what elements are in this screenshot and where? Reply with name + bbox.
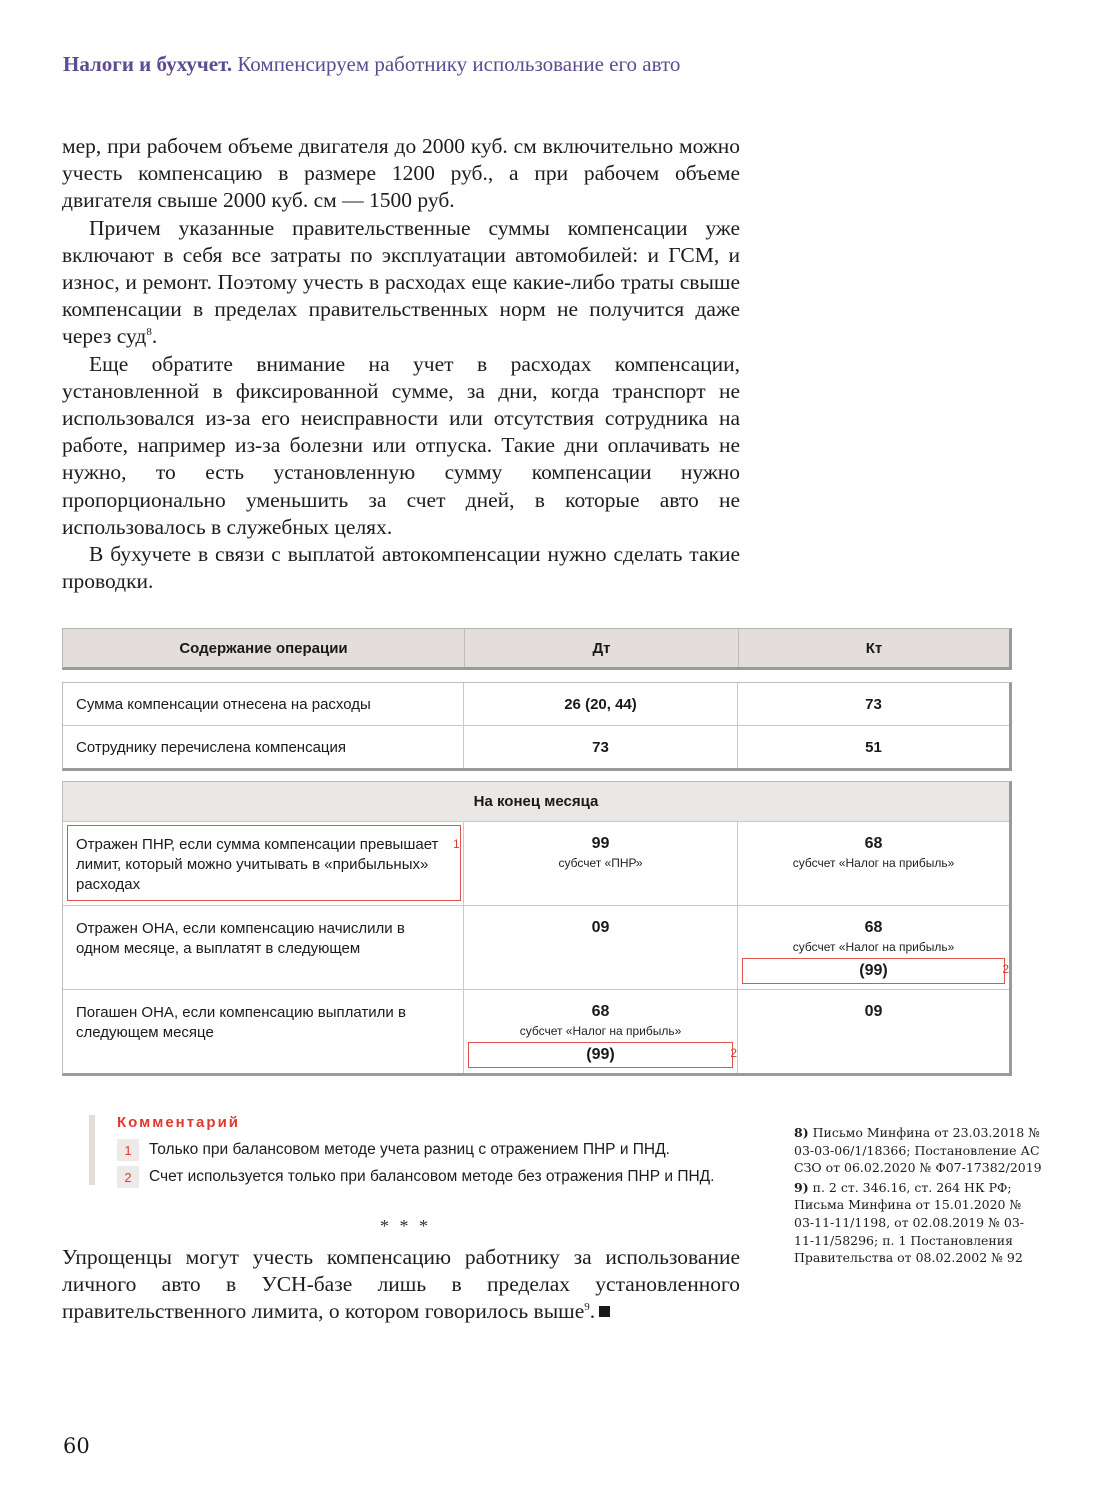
alternative-account-box [468,1042,737,1068]
credit-cell: 51 [865,738,882,756]
entries-table-header [62,628,1012,670]
comment-text: Счет используется только при балансовом методе без отражения ПНР и ПНД. [149,1168,715,1185]
footnote-number: 8) [794,1125,809,1140]
comment-marker[interactable]: 1 [453,837,460,851]
table-row [63,726,1009,768]
subaccount: субсчет «Налог на прибыль» [792,940,955,954]
operation-cell: Отражен ОНА, если компенсацию начислили в одном месяце, а выплатят в следующем [63,906,464,989]
footnote: 9) п. 2 ст. 346.16, ст. 264 НК РФ; Письма Минфина от 15.01.2020 № 03-11-11/1198, от 02.08.2019 № 03-11-11/58296; п. 1 Постановления Правительства от 08.02.2002 № 92 [794,1179,1025,1266]
credit-cell [738,990,1009,1073]
article-body [62,133,740,595]
comment-item [117,1139,670,1161]
footnote-ref[interactable]: 8 [146,326,152,339]
operation-cell: Сумма компенсации отнесена на расходы [63,683,464,725]
footnote: 8) Письмо Минфина от 23.03.2018 № 03-03-06/1/18366; Постановление АС СЗО от 06.02.2020 № Ф07-17382/2019 [794,1125,1042,1176]
month-end-table [62,781,1012,1076]
footnote-number: 9) [794,1179,809,1195]
paragraph: В бухучете в связи с выплатой автокомпенсации нужно сделать такие проводки. [62,542,740,594]
operation-cell: Сотруднику перечислена компенсация [63,726,464,768]
credit-cell [738,822,1009,905]
account-number: 09 [591,919,610,936]
table-row [63,683,1009,726]
page-number: 60 [63,1434,90,1458]
credit-cell [738,906,1009,989]
comment-number: 2 [117,1166,139,1188]
account-number: 68 [591,1003,610,1020]
footnote-ref[interactable]: 9 [584,1301,590,1314]
table-row [63,906,1009,990]
header-debit: Дт [465,629,739,667]
subaccount: субсчет «Налог на прибыль» [792,856,955,870]
subaccount: субсчет «Налог на прибыль» [519,1024,682,1038]
alternative-account: (99) [859,962,888,979]
header-credit: Кт [865,639,883,657]
entries-table [62,682,1012,771]
debit-cell [464,990,738,1073]
alternative-account-box [742,958,1009,984]
table-row [63,822,1009,906]
debit-cell [464,822,738,905]
section-name: Налоги и бухучет. [63,52,233,76]
running-header [63,52,680,77]
operation-cell: Погашен ОНА, если компенсацию выплатили в следующем месяце [63,990,464,1073]
comment-item [117,1166,714,1188]
account-number: 99 [591,835,610,852]
debit-cell [464,906,738,989]
comment-number: 1 [117,1139,139,1161]
article-title: Компенсируем работнику использование его авто [237,52,681,76]
table-row [63,990,1009,1073]
paragraph: Еще обратите внимание на учет в расходах компенсации, установленной в фиксированной сумме, за дни, когда транспорт не использовался из-за его неисправности или отсутствия сотрудника на работе, например из-за болезни или отпуска. Такие дни оплачивать не нужно, то есть установленную сумму компенсации нужно пропорционально уменьшить за счет дней, в которые авто не использовалось в служебных целях. [62,351,740,539]
section-separator: * * * [380,1216,431,1236]
comment-text: Только при балансовом методе учета разниц с отражением ПНР и ПНД. [149,1141,670,1158]
comment-title: Комментарий [117,1114,241,1131]
comment-highlight-box [67,825,461,901]
paragraph: Причем указанные правительственные суммы компенсации уже включают в себя все затраты по эксплуатации автомобилей: и ГСМ, и износ, и ремонт. Поэтому учесть в расходах еще какие-либо траты свыше компенсации в пределах правительственных норм не получится даже через суд$^8$. [62,215,740,349]
debit-cell: 26 (20, 44) [464,683,738,725]
credit-cell: 73 [865,695,882,713]
debit-cell: 73 [464,726,738,768]
end-mark-icon [599,1306,610,1317]
footnotes [794,1124,1044,1269]
operation-cell: 1 Отражен ПНР, если сумма компенсации превышает лимит, который можно учитывать в «прибыльных» расходах [63,822,464,905]
account-number: 68 [864,835,883,852]
alternative-account: (99) [586,1046,615,1063]
closing-paragraph [62,1244,740,1326]
comment-sidebar-bar [89,1115,95,1185]
paragraph: мер, при рабочем объеме двигателя до 2000 куб. см включительно можно учесть компенсацию в размере 1200 руб., а при рабочем объеме двигателя свыше 2000 куб. см — 1500 руб. [62,134,740,213]
month-end-title: На конец месяца [63,782,1009,822]
account-number: 68 [864,919,883,936]
header-operation: Содержание операции [63,629,465,667]
comment-marker[interactable]: 2 [730,1046,737,1060]
account-number: 09 [864,1003,883,1020]
paragraph: Упрощенцы могут учесть компенсацию работнику за использование личного авто в УСН-базе лишь в пределах установленного правительственного лимита, о котором говорилось выше$^9$. [62,1245,740,1324]
subaccount: субсчет «ПНР» [558,856,643,870]
comment-marker[interactable]: 2 [1002,962,1009,976]
